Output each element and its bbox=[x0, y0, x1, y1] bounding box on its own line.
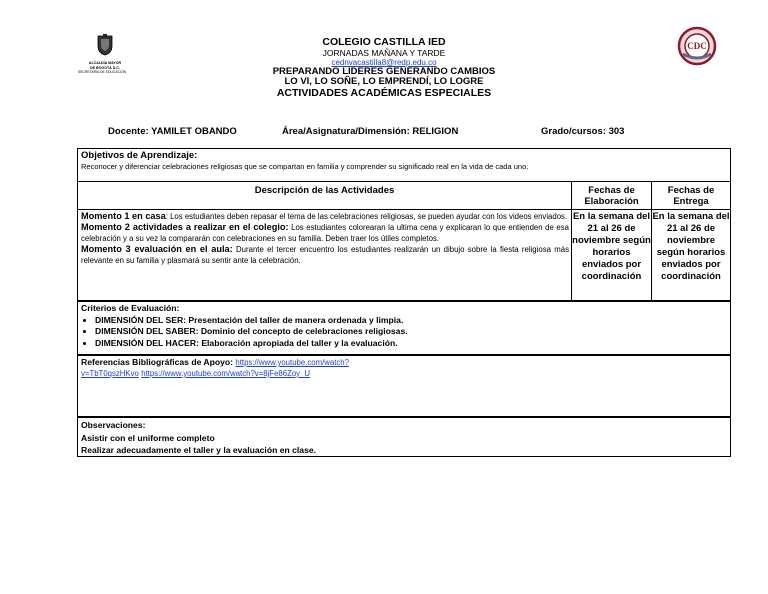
references-section bbox=[77, 355, 731, 417]
moment-label: Momento 1 en casa bbox=[81, 211, 166, 221]
reference-link-1a[interactable]: https://www.youtube.com/watch? bbox=[235, 358, 349, 367]
observations-title: Observaciones: bbox=[81, 420, 146, 430]
school-emblem-icon bbox=[677, 26, 717, 66]
subject-label: Área/Asignatura/Dimensión: RELIGION bbox=[282, 126, 459, 137]
description-header: Descripción de las Actividades bbox=[254, 185, 395, 196]
emblem-initials: CDC bbox=[687, 41, 707, 51]
moment-item bbox=[81, 244, 569, 266]
grade-label: Grado/cursos: 303 bbox=[541, 126, 625, 137]
moment-text: : Los estudiantes deben repasar el tema de las celebraciones religiosas, se pueden ayudar con los videos enviados. bbox=[165, 212, 568, 221]
criteria-list bbox=[81, 315, 727, 350]
criteria-item: • DIMENSIÓN DEL SABER: Dominio del concepto de celebraciones religiosas. bbox=[95, 326, 727, 338]
criteria-item: • DIMENSIÓN DEL SER: Presentación del taller de manera ordenada y limpia. bbox=[95, 315, 727, 327]
reference-link-1b[interactable]: v=TbT0qszHKvo bbox=[81, 369, 139, 378]
moment-label: Momento 2 actividades a realizar en el colegio: bbox=[81, 222, 289, 232]
objectives-title: Objetivos de Aprendizaje: bbox=[81, 150, 198, 161]
motto-line-2: LO VI, LO SOÑE, LO EMPRENDÍ, LO LOGRE bbox=[284, 76, 484, 87]
description-column bbox=[78, 182, 572, 300]
moment-text: Durante el tercer encuentro los estudiantes realizarán un dibujo sobre la fiesta religiosa más relevante en su familia y plasmará su sentir ante la celebración. bbox=[81, 245, 569, 265]
criteria-item: • DIMENSIÓN DEL HACER: Elaboración apropiada del taller y la evaluación. bbox=[95, 338, 727, 350]
references-title: Referencias Bibliográficas de Apoyo: bbox=[81, 357, 234, 367]
coat-of-arms-icon bbox=[96, 34, 114, 56]
document-header bbox=[240, 36, 528, 99]
header-divider bbox=[78, 209, 730, 210]
objectives-text: Reconocer y diferenciar celebraciones religiosas que se compartan en familia y comprender su significado real en la vida de cada uno. bbox=[81, 162, 529, 171]
activities-table bbox=[77, 182, 731, 301]
school-shifts: JORNADAS MAÑANA Y TARDE bbox=[322, 48, 446, 58]
delivery-column bbox=[652, 182, 730, 300]
moment-text: Los estudiantes colorearan la ultima cena y explicaran lo que entienden de esa celebración y a su vez la compararán con celebraciones en su familia. Deben traer los útiles completos. bbox=[81, 223, 569, 243]
logo-text-line1: ALCALDÍA MAYOR bbox=[88, 61, 122, 65]
moment-item bbox=[81, 211, 569, 222]
delivery-header: Fechas de Entrega bbox=[667, 185, 715, 207]
school-name: COLEGIO CASTILLA IED bbox=[322, 36, 446, 48]
moment-label: Momento 3 evaluación en el aula: bbox=[81, 244, 233, 254]
reference-link-2[interactable]: https://www.youtube.com/watch?v=8jFe86Zoy_U bbox=[141, 369, 311, 378]
elaboration-column bbox=[572, 182, 652, 300]
observation-line-2: Realizar adecuadamente el taller y la evaluación en clase. bbox=[81, 445, 317, 455]
observations-section bbox=[77, 417, 731, 457]
elaboration-header: Fechas de Elaboración bbox=[584, 185, 639, 207]
activity-title: ACTIVIDADES ACADÉMICAS ESPECIALES bbox=[276, 87, 492, 99]
motto-line-1: PREPARANDO LIDERES GENERANDO CAMBIOS bbox=[272, 66, 496, 77]
delivery-date: En la semana del 21 al 26 de noviembre según horarios enviados por coordinación bbox=[652, 211, 730, 282]
observation-line-1: Asistir con el uniforme completo bbox=[81, 432, 215, 443]
teacher-label: Docente: YAMILET OBANDO bbox=[108, 126, 237, 137]
moment-item bbox=[81, 222, 569, 244]
logo-text-line2: DE BOGOTÁ D.C. bbox=[90, 65, 120, 70]
objectives-section bbox=[77, 148, 731, 182]
logo-text-line3: SECRETARÍA DE EDUCACIÓN bbox=[77, 70, 127, 75]
elaboration-date: En la semana del 21 al 26 de noviembre según horarios enviados por coordinación bbox=[572, 211, 651, 282]
criteria-title: Criterios de Evaluación: bbox=[81, 303, 180, 313]
bogota-logo bbox=[77, 34, 128, 75]
criteria-section bbox=[77, 301, 731, 355]
school-email-link[interactable]: cednvacastilla8@redp.edu.co bbox=[331, 58, 437, 67]
moments-list bbox=[81, 211, 569, 266]
